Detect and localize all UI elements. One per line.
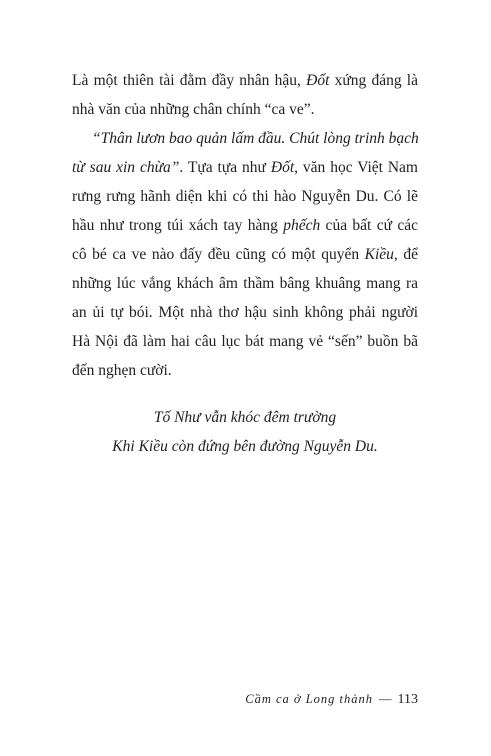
text-line: đến nghẹn cười. bbox=[72, 362, 172, 379]
text-span: . Tựa tựa như bbox=[179, 159, 271, 176]
italic-title: Đốt bbox=[306, 72, 330, 89]
text-span: cô bé ca ve nào đấy đều cũng có một quyển bbox=[72, 246, 365, 263]
paragraph-2 bbox=[72, 124, 418, 385]
text-line bbox=[72, 240, 418, 269]
italic-quote: “Thân lươn bao quản lấm đầu. Chút lòng trinh bạch bbox=[92, 130, 419, 147]
page-number: 113 bbox=[397, 692, 418, 707]
italic-title: Kiều bbox=[364, 246, 394, 263]
page-footer bbox=[245, 692, 418, 708]
text-span: Là một thiên tài đằm đầy nhân hậu, bbox=[72, 72, 307, 89]
text-span: xứng đáng là bbox=[329, 72, 418, 89]
text-line: những lúc vắng khách âm thầm bâng khuâng mang ra bbox=[72, 275, 418, 292]
italic-quote: từ sau xin chừa” bbox=[72, 159, 180, 176]
verse-line: Khi Kiều còn đứng bên đường Nguyễn Du. bbox=[112, 438, 378, 455]
text-line: Hà Nội đã làm hai câu lục bát mang vẻ “sến” buồn bã bbox=[72, 333, 418, 350]
italic-word: phếch bbox=[283, 217, 321, 234]
text-span: của bất cứ các bbox=[320, 217, 418, 234]
text-line bbox=[72, 211, 418, 240]
text-line bbox=[72, 66, 418, 95]
paragraph-1 bbox=[72, 66, 418, 124]
text-span: , văn học Việt Nam bbox=[294, 159, 418, 176]
text-span: , để bbox=[393, 246, 418, 263]
running-title: Cầm ca ở Long thành bbox=[245, 692, 374, 706]
text-span: hầu như trong túi xách tay hàng bbox=[72, 217, 284, 234]
verse-line: Tố Như vẫn khóc đêm trường bbox=[153, 409, 337, 426]
italic-title: Đốt bbox=[270, 159, 295, 176]
text-line bbox=[72, 153, 418, 182]
text-line: nhà văn của những chân chính “ca ve”. bbox=[72, 101, 315, 118]
body-text bbox=[72, 66, 418, 461]
footer-separator: — bbox=[379, 692, 392, 706]
text-line: rưng rưng hãnh diện khi có thi hào Nguyễn Du. Có lẽ bbox=[72, 188, 418, 205]
text-line bbox=[72, 124, 418, 153]
verse-quote bbox=[72, 403, 418, 461]
text-line: an ủi tự bói. Một nhà thơ hậu sinh không phải người bbox=[72, 304, 418, 321]
